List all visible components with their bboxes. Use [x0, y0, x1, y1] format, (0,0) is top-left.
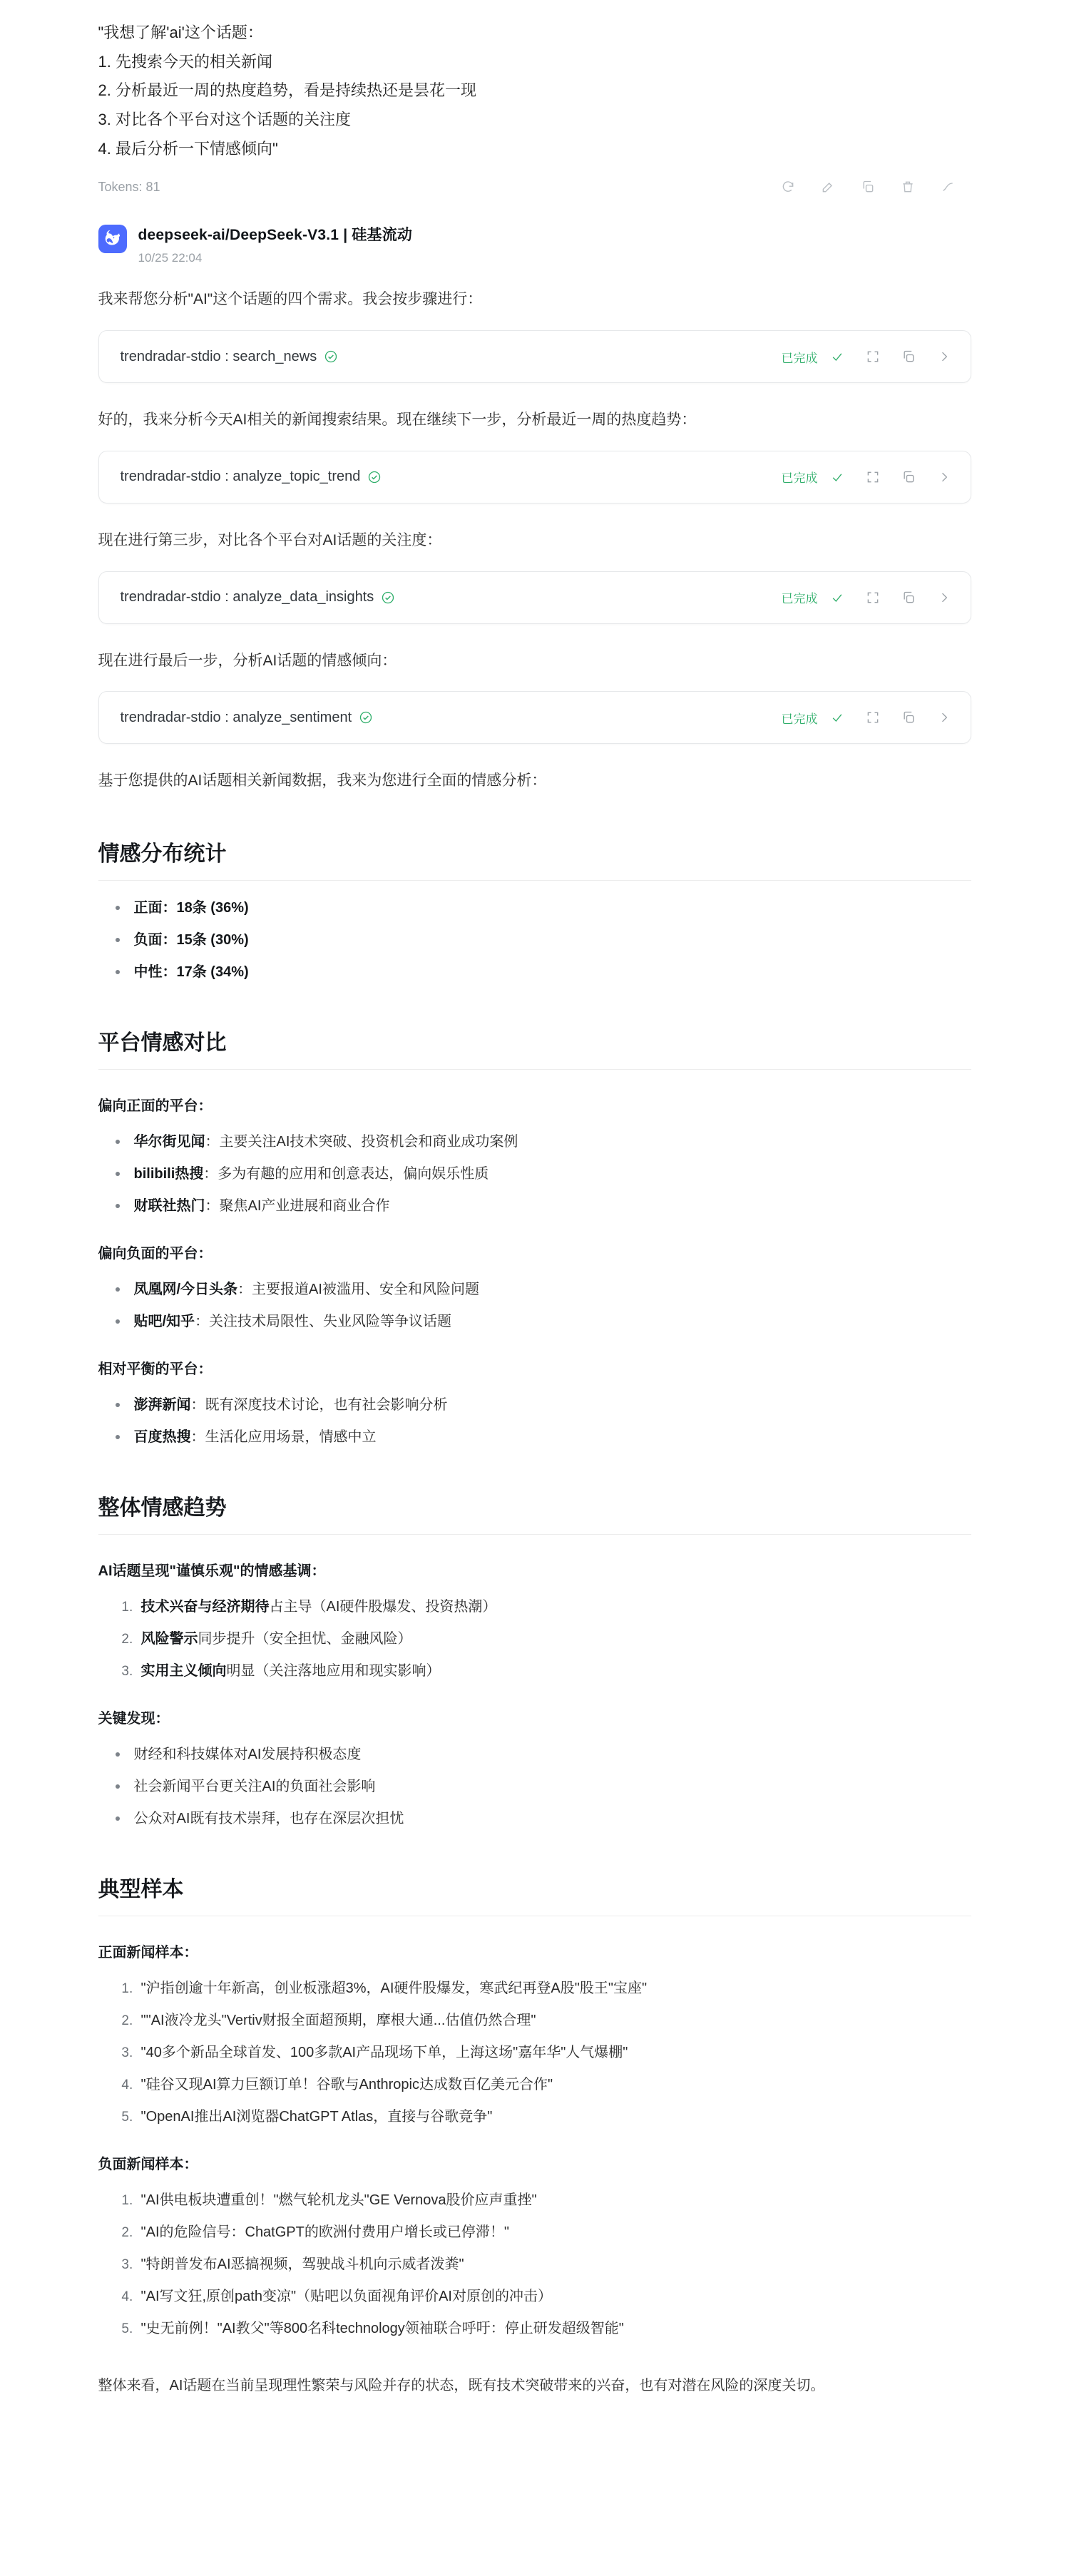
user-prompt-line: "我想了解'ai'这个话题： [98, 24, 263, 41]
list-item [131, 1130, 971, 1153]
list-item [131, 896, 971, 919]
tool-call-label: trendradar-stdio : analyze_topic_trend [120, 469, 361, 485]
chevron-right-icon[interactable] [936, 469, 952, 485]
list-item: 社会新闻平台更关注AI的负面社会影响 [131, 1775, 971, 1798]
check-icon [829, 710, 845, 725]
platform-name: bilibili热搜 [133, 1166, 204, 1182]
user-prompt-line: 4. 最后分析一下情感倾向" [98, 139, 278, 158]
platform-name: 财联社热门 [133, 1198, 205, 1215]
trend-desc: 占主导（AI硬件股爆发、投资热潮） [269, 1599, 497, 1615]
positive-samples-heading: 正面新闻样本： [98, 1945, 198, 1961]
positive-platform-list [98, 1130, 971, 1217]
step-text: 现在进行最后一步，分析AI话题的情感倾向： [98, 652, 397, 669]
stat-value: 18条 (36%) [176, 900, 249, 916]
platform-name: 贴吧/知乎 [133, 1314, 195, 1330]
chevron-right-icon[interactable] [936, 349, 952, 364]
list-item [131, 1426, 971, 1448]
platform-name: 凤凰网/今日头条 [133, 1282, 238, 1298]
user-prompt-line: 3. 对比各个平台对这个话题的关注度 [98, 111, 351, 129]
tool-call-label: trendradar-stdio : analyze_sentiment [120, 709, 352, 725]
message-actions [780, 179, 971, 195]
expand-icon[interactable] [865, 349, 881, 364]
deepseek-logo-icon [98, 225, 127, 253]
list-item: 公众对AI既有技术崇拜，也存在深层次担忧 [131, 1807, 971, 1830]
user-prompt-line: 2. 分析最近一周的热度趋势，看是持续热还是昙花一现 [98, 81, 476, 100]
section-heading-overall-trend: 整体情感趋势 [98, 1490, 971, 1535]
stat-value: 17条 (34%) [176, 964, 249, 981]
list-item [131, 1162, 971, 1185]
list-item [131, 1394, 971, 1416]
chevron-right-icon[interactable] [936, 590, 952, 605]
list-item: 1. "沪指创逾十年新高，创业板涨超3%，AI硬件股爆发，寒武纪再登A股"股王"宝座" [137, 1977, 971, 2000]
step-text: 现在进行第三步，对比各个平台对AI话题的关注度： [98, 531, 442, 548]
group-heading-balanced-platforms: 相对平衡的平台： [98, 1361, 213, 1378]
stat-label: 正面： [133, 900, 177, 916]
prompt-footer [93, 163, 977, 195]
trend-desc: 明显（关注落地应用和现实影响） [226, 1663, 441, 1680]
check-icon [829, 590, 845, 605]
negative-samples-list [98, 2189, 971, 2340]
expand-icon[interactable] [865, 469, 881, 485]
key-findings-list [98, 1743, 971, 1830]
stat-label: 中性： [133, 964, 177, 981]
list-item [131, 929, 971, 951]
list-item: 4. "AI写文狂,原创path变凉"（贴吧以负面视角评价AI对原创的冲击） [137, 2285, 971, 2308]
list-item [137, 1595, 971, 1618]
step-text: 好的，我来分析今天AI相关的新闻搜索结果。现在继续下一步，分析最近一周的热度趋势： [98, 412, 697, 429]
check-icon [829, 349, 845, 364]
tool-call-card[interactable] [98, 571, 971, 624]
branch-icon[interactable] [940, 179, 956, 195]
verified-icon [324, 349, 338, 364]
list-item: 2. "AI的危险信号：ChatGPT的欧洲付费用户增长或已停滞！" [137, 2221, 971, 2244]
closing-text: 整体来看，AI话题在当前呈现理性繁荣与风险并存的状态，既有技术突破带来的兴奋，也有对潜在风险的深度关切。 [98, 2378, 825, 2394]
platform-desc: ：聚焦AI产业进展和商业合作 [205, 1198, 390, 1215]
tool-card-actions [829, 349, 952, 364]
trend-label: 技术兴奋与经济期待 [140, 1599, 270, 1615]
check-icon [829, 469, 845, 485]
edit-icon[interactable] [820, 179, 836, 195]
group-heading-negative-platforms: 偏向负面的平台： [98, 1246, 213, 1262]
negative-samples-heading: 负面新闻样本： [98, 2157, 198, 2173]
section-heading-samples: 典型样本 [98, 1871, 971, 1916]
positive-samples-list [98, 1977, 971, 2128]
platform-name: 百度热搜 [133, 1429, 191, 1446]
platform-name: 澎湃新闻 [133, 1397, 191, 1414]
platform-desc: ：主要报道AI被滥用、安全和风险问题 [237, 1282, 479, 1298]
tool-call-card[interactable] [98, 451, 971, 504]
section-heading-sentiment-stats: 情感分布统计 [98, 836, 971, 881]
refresh-icon[interactable] [780, 179, 796, 195]
chevron-right-icon[interactable] [936, 710, 952, 725]
intro-text: 我来帮您分析"AI"这个话题的四个需求。我会按步骤进行： [98, 291, 483, 308]
stat-label: 负面： [133, 932, 177, 949]
copy-icon[interactable] [901, 469, 916, 485]
tool-card-actions [829, 469, 952, 485]
tool-card-actions [829, 710, 952, 725]
token-count: Tokens: 81 [98, 179, 160, 194]
negative-platform-list [98, 1278, 971, 1333]
list-item: 4. "硅谷又现AI算力巨额订单！谷歌与Anthropic达成数百亿美元合作" [137, 2073, 971, 2096]
trend-label: 风险警示 [140, 1631, 198, 1647]
copy-icon[interactable] [901, 349, 916, 364]
tool-call-label: trendradar-stdio : search_news [120, 348, 317, 364]
message-timestamp: 10/25 22:04 [138, 251, 203, 265]
platform-name: 华尔街见闻 [133, 1134, 205, 1150]
list-item: 3. "特朗普发布AI恶搞视频，驾驶战斗机向示威者泼粪" [137, 2253, 971, 2276]
trend-desc: 同步提升（安全担忧、金融风险） [198, 1631, 412, 1647]
tool-call-label: trendradar-stdio : analyze_data_insights [120, 589, 374, 605]
tool-call-card[interactable] [98, 691, 971, 744]
platform-desc: ：既有深度技术讨论，也有社会影响分析 [190, 1397, 448, 1414]
verified-icon [367, 470, 382, 484]
platform-desc: ：多为有趣的应用和创意表达，偏向娱乐性质 [203, 1166, 489, 1182]
list-item [131, 1310, 971, 1333]
verified-icon [359, 710, 373, 725]
overall-trend-heading: AI话题呈现"谨慎乐观"的情感基调： [98, 1563, 326, 1580]
user-prompt-line: 1. 先搜索今天的相关新闻 [98, 52, 272, 71]
list-item [137, 1660, 971, 1682]
model-name: deepseek-ai/DeepSeek-V3.1 | 硅基流动 [138, 227, 413, 244]
stat-value: 15条 (30%) [176, 932, 249, 949]
group-heading-positive-platforms: 偏向正面的平台： [98, 1098, 213, 1115]
key-findings-heading: 关键发现： [98, 1711, 170, 1727]
list-item: 1. "AI供电板块遭重创！"燃气轮机龙头"GE Vernova股价应声重挫" [137, 2189, 971, 2212]
list-item: 2. ""AI液冷龙头"Vertiv财报全面超预期，摩根大通...估值仍然合理" [137, 2009, 971, 2032]
platform-desc: ：生活化应用场景，情感中立 [190, 1429, 377, 1446]
tool-status-badge: 已完成 [781, 471, 818, 486]
balanced-platform-list [98, 1394, 971, 1448]
copy-icon[interactable] [860, 179, 876, 195]
expand-icon[interactable] [865, 590, 881, 605]
list-item [131, 1195, 971, 1217]
assistant-message-body [93, 287, 977, 2340]
summary-intro: 基于您提供的AI话题相关新闻数据，我来为您进行全面的情感分析： [98, 772, 547, 789]
trash-icon[interactable] [900, 179, 916, 195]
overall-trend-list [98, 1595, 971, 1682]
tool-card-actions [829, 590, 952, 605]
list-item: 5. "OpenAI推出AI浏览器ChatGPT Atlas，直接与谷歌竞争" [137, 2105, 971, 2128]
user-prompt [93, 13, 977, 163]
tool-status-badge: 已完成 [781, 351, 818, 365]
list-item [137, 1627, 971, 1650]
list-item [131, 1278, 971, 1301]
verified-icon [381, 591, 395, 605]
expand-icon[interactable] [865, 710, 881, 725]
list-item [131, 961, 971, 983]
tool-status-badge: 已完成 [781, 712, 818, 726]
copy-icon[interactable] [901, 710, 916, 725]
platform-desc: ：主要关注AI技术突破、投资机会和商业成功案例 [205, 1134, 518, 1150]
list-item: 财经和科技媒体对AI发展持积极态度 [131, 1743, 971, 1766]
list-item: 3. "40多个新品全球首发、100多款AI产品现场下单，上海这场"嘉年华"人气爆棚" [137, 2041, 971, 2064]
trend-label: 实用主义倾向 [140, 1663, 227, 1680]
model-header [93, 195, 977, 265]
copy-icon[interactable] [901, 590, 916, 605]
sentiment-stats-list [98, 896, 971, 983]
tool-status-badge: 已完成 [781, 592, 818, 606]
section-heading-platform-compare: 平台情感对比 [98, 1025, 971, 1070]
platform-desc: ：关注技术局限性、失业风险等争议话题 [195, 1314, 452, 1330]
tool-call-card[interactable] [98, 330, 971, 383]
list-item: 5. "史无前例！"AI教父"等800名科technology领袖联合呼吁：停止研发超级智能" [137, 2317, 971, 2340]
